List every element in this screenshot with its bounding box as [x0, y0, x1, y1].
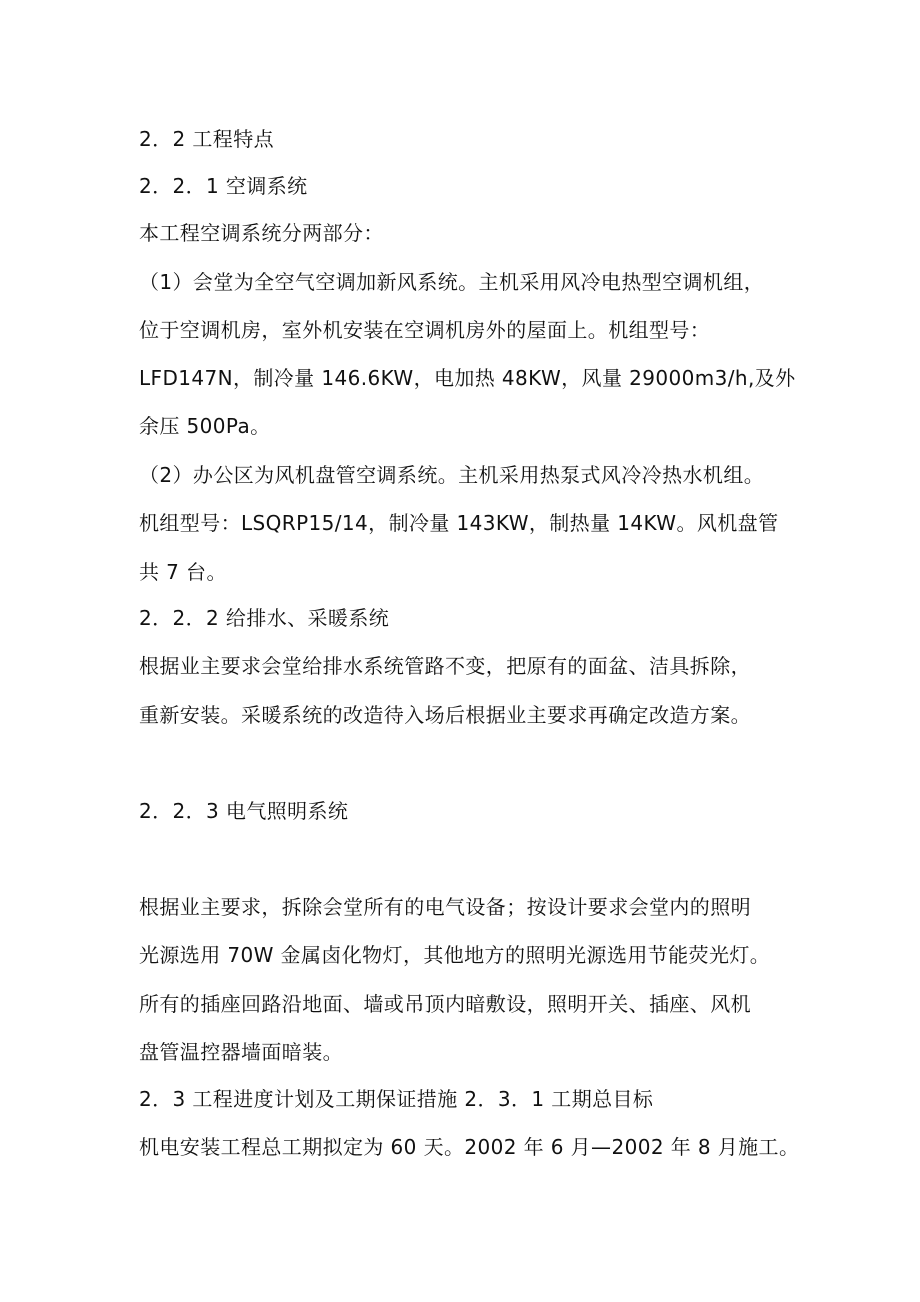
paragraph-line: 本工程空调系统分两部分：	[139, 221, 384, 245]
heading-2-3: 2．3 工程进度计划及工期保证措施 2．3．1 工期总目标	[139, 1087, 654, 1111]
paragraph-line: 根据业主要求，拆除会堂所有的电气设备；按设计要求会堂内的照明	[139, 895, 751, 919]
paragraph-line: 余压 500Pa。	[139, 414, 271, 438]
paragraph-line: 共 7 台。	[139, 560, 227, 584]
paragraph-line: 位于空调机房，室外机安装在空调机房外的屋面上。机组型号：	[139, 318, 711, 342]
paragraph-line: LFD147N，制冷量 146.6KW，电加热 48KW，风量 29000m3/h,及外	[139, 366, 796, 390]
heading-2-2-2: 2．2．2 给排水、采暖系统	[139, 606, 390, 630]
heading-2-2: 2．2 工程特点	[139, 127, 275, 151]
heading-2-2-3: 2．2．3 电气照明系统	[139, 799, 349, 823]
paragraph-line: 机组型号：LSQRP15/14，制冷量 143KW，制热量 14KW。风机盘管	[139, 511, 779, 535]
paragraph-line: 重新安装。采暖系统的改造待入场后根据业主要求再确定改造方案。	[139, 703, 751, 727]
paragraph-line: （1）会堂为全空气空调加新风系统。主机采用风冷电热型空调机组，	[139, 270, 765, 294]
paragraph-line: 光源选用 70W 金属卤化物灯，其他地方的照明光源选用节能荧光灯。	[139, 943, 771, 967]
paragraph-line: （2）办公区为风机盘管空调系统。主机采用热泵式风冷冷热水机组。	[139, 463, 765, 487]
paragraph-line: 机电安装工程总工期拟定为 60 天。2002 年 6 月—2002 年 8 月施工。	[139, 1135, 800, 1159]
paragraph-line: 所有的插座回路沿地面、墙或吊顶内暗敷设，照明开关、插座、风机	[139, 992, 751, 1016]
heading-2-2-1: 2．2．1 空调系统	[139, 174, 308, 198]
paragraph-line: 盘管温控器墙面暗装。	[139, 1040, 343, 1064]
paragraph-line: 根据业主要求会堂给排水系统管路不变，把原有的面盆、洁具拆除，	[139, 654, 751, 678]
